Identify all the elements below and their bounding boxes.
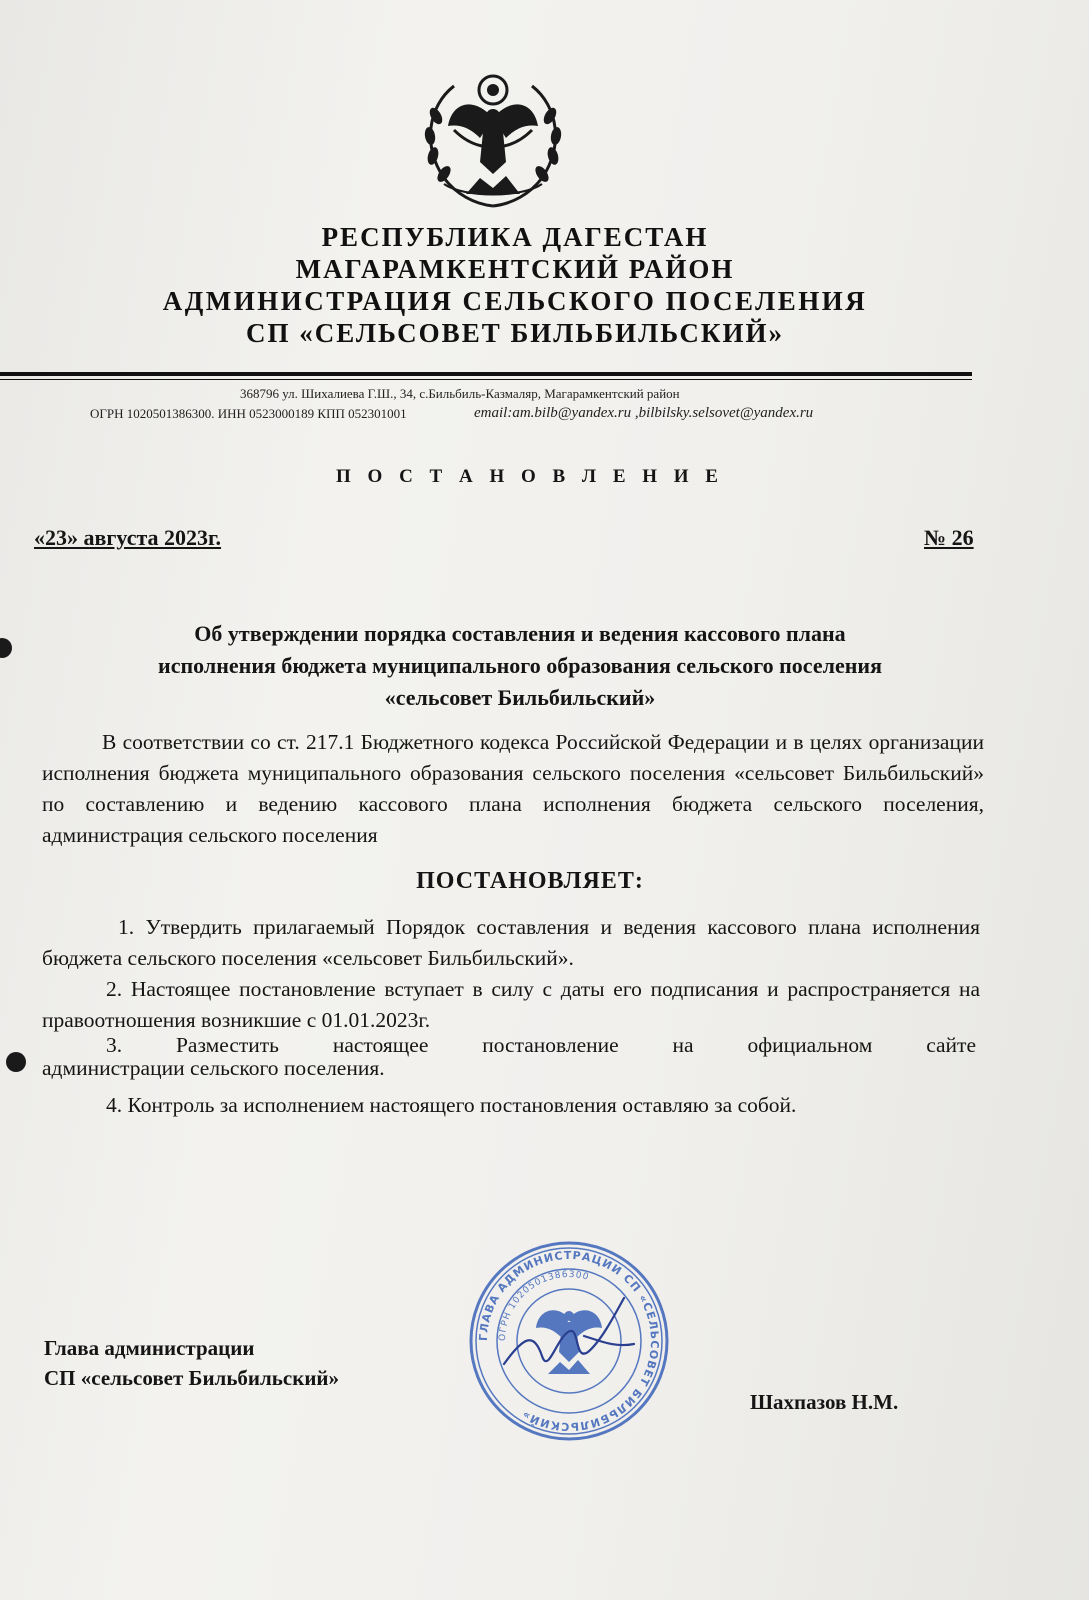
contact-address: 368796 ул. Шихалиева Г.Ш., 34, с.Бильбиль-Казмаляр, Магарамкентский район [240,386,680,401]
signatory-name: Шахпазов Н.М. [750,1390,899,1414]
header-district: МАГАРАМКЕНТСКИЙ РАЙОН [295,254,735,284]
contact-email-text: email:am.bilb@yandex.ru ,bilbilsky.selsovet@yandex.ru [474,405,814,421]
binder-hole [0,638,12,658]
decree-item-4: 4. Контроль за исполнением настоящего постановления оставляю за собой. [106,1093,797,1117]
document-date: «23» августа 2023г. [34,525,222,550]
preamble-paragraph: В соответствии со ст. 217.1 Бюджетного кодекса Российской Федерации и в целях организации исполнения бюджета муниципального образования сельского поселения «сельсовет Бильбильский» по составлению и ведению кассового плана исполнения бюджета сельского поселения, администрация сельского поселения [42,730,984,847]
binder-hole [6,1052,26,1072]
header-administration: АДМИНИСТРАЦИЯ СЕЛЬСКОГО ПОСЕЛЕНИЯ [162,286,868,316]
title-line: Об утверждении порядка составления и ведения кассового плана [194,621,846,646]
stamp-inner-text: ОГРН 1020501386300 [497,1269,591,1342]
signatory-position-line: СП «сельсовет Бильбильский» [44,1366,340,1390]
stamp-outer-text: ГЛАВА АДМИНИСТРАЦИИ СП «СЕЛЬСОВЕТ БИЛЬБИЛЬСКИЙ» [476,1248,662,1434]
decree-heading: ПОСТАНОВЛЯЕТ: [416,868,644,894]
header-settlement: СП «СЕЛЬСОВЕТ БИЛЬБИЛЬСКИЙ» [245,318,785,348]
header-republic: РЕСПУБЛИКА ДАГЕСТАН [321,222,709,252]
contact-registry: ОГРН 1020501386300. ИНН 0523000189 КПП 052301001 [90,406,407,421]
document-title [40,618,1000,714]
title-line: «сельсовет Бильбильский» [384,685,656,710]
header-divider-thin [0,379,972,380]
signatory-position [44,1333,339,1393]
header-divider-thick [0,372,972,376]
contact-email [474,405,813,422]
document-type: П О С Т А Н О В Л Е Н И Е [336,466,724,487]
coat-of-arms-emblem [414,66,572,214]
decree-item-3-cont: администрации сельского поселения. [42,1056,385,1080]
decree-item-1: 1. Утвердить прилагаемый Порядок составления и ведения кассового плана исполнения бюджета сельского поселения «сельсовет Бильбильский». [42,915,980,970]
decree-item-3: 3. Разместить настоящее постановление на официальном сайте [106,1033,976,1057]
signatory-position-line: Глава администрации [44,1336,255,1360]
official-stamp [464,1236,674,1446]
document-number: № 26 [924,525,974,550]
title-line: исполнения бюджета муниципального образования сельского поселения [158,653,882,678]
decree-item-2: 2. Настоящее постановление вступает в силу с даты его подписания и распространяется на правоотношения возникшие с 01.01.2023г. [42,977,980,1032]
